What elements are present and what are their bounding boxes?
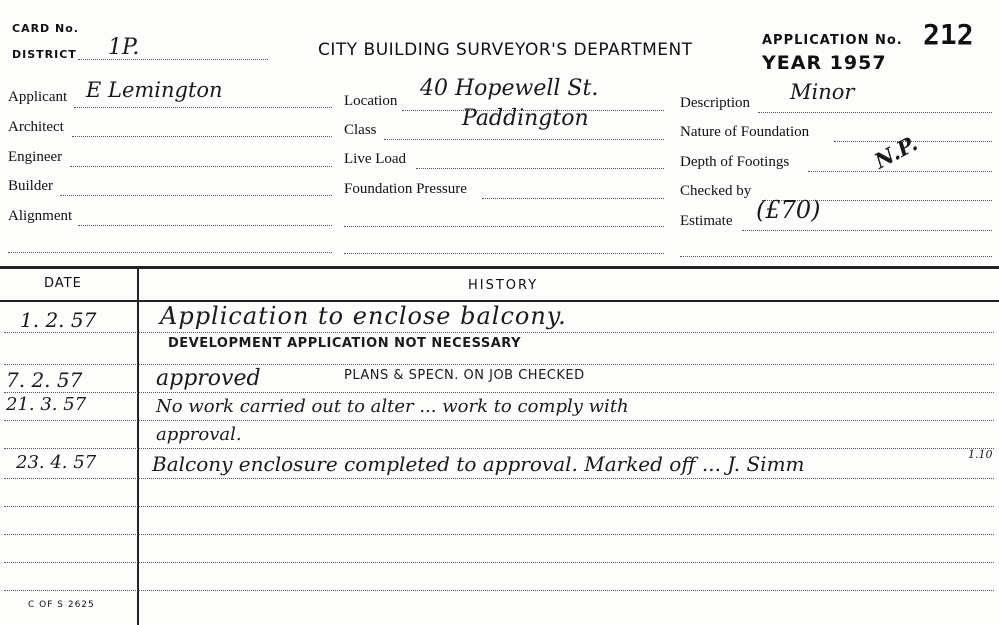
page-title: CITY BUILDING SURVEYOR'S DEPARTMENT xyxy=(318,40,693,60)
description-label: Description xyxy=(680,95,750,111)
builder-line xyxy=(60,195,332,196)
depth-of-footings-label: Depth of Footings xyxy=(680,154,790,170)
history-date: 1. 2. 57 xyxy=(20,308,97,332)
history-entry: approved xyxy=(156,366,261,391)
location-value: 40 Hopewell St. xyxy=(420,76,599,101)
estimate-value: (£70) xyxy=(756,196,821,224)
applicant-label: Applicant xyxy=(8,89,68,105)
nature-of-foundation-label: Nature of Foundation xyxy=(680,124,810,140)
alignment-line xyxy=(78,225,332,226)
history-entry: approval. xyxy=(156,424,242,445)
development-stamp: DEVELOPMENT APPLICATION NOT NECESSARY xyxy=(168,336,522,351)
history-entry: Balcony enclosure completed to approval. Marked off ... J. Simm xyxy=(152,452,805,476)
history-date: 21. 3. 57 xyxy=(6,394,87,415)
initial-note: 1.10 xyxy=(968,448,993,461)
row-rule xyxy=(4,392,994,393)
row-rule xyxy=(4,534,994,535)
live-load-line xyxy=(416,168,664,169)
district-line xyxy=(78,59,268,60)
left-blank-line xyxy=(8,252,332,253)
location-label: Location xyxy=(344,93,398,109)
card-no-label: CARD No. xyxy=(12,22,79,35)
district-label: DISTRICT xyxy=(12,48,77,61)
plans-checked-stamp: PLANS & SPECN. ON JOB CHECKED xyxy=(344,368,585,383)
architect-line xyxy=(72,136,332,137)
row-rule xyxy=(4,364,994,365)
history-date: 23. 4. 57 xyxy=(16,452,97,473)
row-rule xyxy=(4,448,994,449)
description-value: Minor xyxy=(790,80,855,104)
estimate-label: Estimate xyxy=(680,213,733,229)
foundation-pressure-label: Foundation Pressure xyxy=(344,181,467,197)
history-entry: No work carried out to alter ... work to comply with xyxy=(156,396,629,417)
live-load-label: Live Load xyxy=(344,151,407,167)
row-rule xyxy=(4,478,994,479)
row-rule xyxy=(4,562,994,563)
row-rule xyxy=(4,420,994,421)
row-rule xyxy=(4,332,994,333)
foundation-pressure-line xyxy=(482,198,664,199)
depth-of-footings-value: N.P. xyxy=(870,130,922,174)
middle-blank-line-1 xyxy=(344,226,664,227)
table-top-rule xyxy=(0,266,999,269)
history-column-header: HISTORY xyxy=(468,278,539,293)
class-label: Class xyxy=(344,122,377,138)
form-code: C OF S 2625 xyxy=(28,600,95,610)
description-line xyxy=(758,112,992,113)
estimate-line xyxy=(742,230,992,231)
engineer-label: Engineer xyxy=(8,149,63,165)
row-rule xyxy=(4,590,994,591)
applicant-line xyxy=(74,107,332,108)
class-value: Paddington xyxy=(462,106,589,131)
class-line xyxy=(384,139,664,140)
history-date: 7. 2. 57 xyxy=(6,368,83,392)
district-value: 1P. xyxy=(108,35,140,60)
application-no-label: APPLICATION No. xyxy=(762,33,903,48)
application-number: 212 xyxy=(923,18,974,51)
middle-blank-line-2 xyxy=(344,253,664,254)
depth-of-footings-line xyxy=(808,171,992,172)
checked-by-label: Checked by xyxy=(680,183,752,199)
year-label: YEAR 1957 xyxy=(762,52,887,74)
alignment-label: Alignment xyxy=(8,208,73,224)
applicant-value: E Lemington xyxy=(86,78,223,102)
right-blank-line xyxy=(680,256,992,257)
row-rule xyxy=(4,506,994,507)
architect-label: Architect xyxy=(8,119,64,135)
engineer-line xyxy=(70,166,332,167)
history-entry: Application to enclose balcony. xyxy=(160,302,567,330)
date-column-rule xyxy=(137,266,139,625)
date-column-header: DATE xyxy=(44,276,82,291)
builder-label: Builder xyxy=(8,178,53,194)
